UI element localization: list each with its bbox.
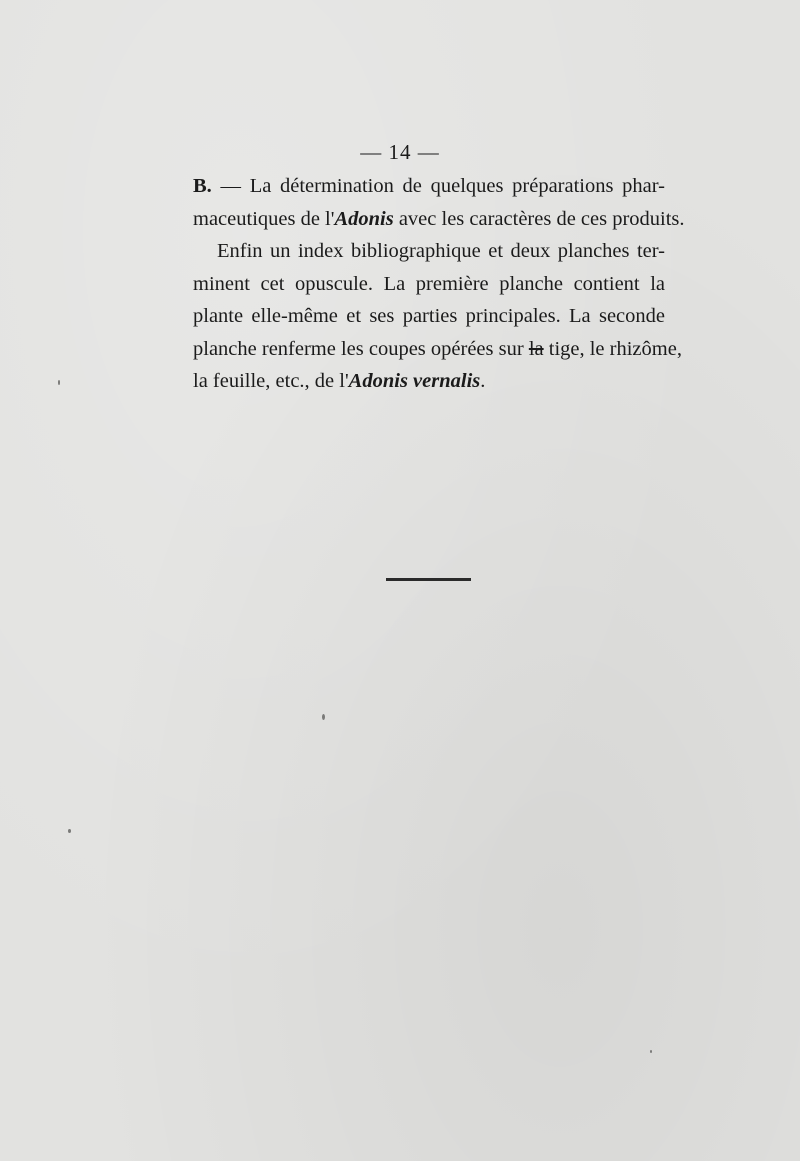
paper-speck: [322, 714, 325, 720]
body-text: [193, 170, 685, 398]
paragraph-b-line-2: [193, 203, 685, 236]
paragraph-2-line-1: Enfin un index bibliographique et deux planches ter-: [217, 240, 665, 262]
paragraph-b-line-1-text: — La détermination de quelques préparations phar-: [220, 175, 666, 197]
paragraph-b: [193, 170, 685, 235]
paragraph-2-line-5: [193, 365, 665, 398]
paragraph-b-line-2-end: avec les caractères de ces produits.: [393, 207, 685, 230]
paper-speck: [650, 1050, 652, 1053]
page-number: — 14 —: [360, 140, 440, 164]
adonis-italic: Adonis: [334, 207, 394, 230]
paragraph-2-line-5-start: la feuille, etc., de l': [193, 370, 349, 392]
adonis-vernalis-italic: Adonis vernalis: [348, 370, 481, 392]
paper-speck: [58, 380, 60, 385]
paragraph-2-line-4-start: planche renferme les coupes opérées sur: [193, 337, 529, 360]
paragraph-2-line-4-end: tige, le rhizôme,: [543, 337, 682, 360]
paragraph-2: [193, 235, 682, 398]
paragraph-b-line-1: [193, 170, 665, 203]
paragraph-b-line-2-start: maceutiques de l': [193, 207, 335, 230]
end-rule: [386, 578, 471, 581]
paragraph-2-line-3: plante elle-même et ses parties principales. La seconde: [193, 305, 665, 327]
paragraph-2-line-2: minent cet opuscule. La première planche contient la: [193, 272, 665, 295]
struck-word: la: [528, 337, 544, 360]
paragraph-2-line-5-end: .: [480, 370, 486, 392]
paragraph-2-line-4: [193, 333, 682, 366]
section-letter: B.: [193, 175, 212, 197]
paper-speck: [68, 829, 71, 833]
